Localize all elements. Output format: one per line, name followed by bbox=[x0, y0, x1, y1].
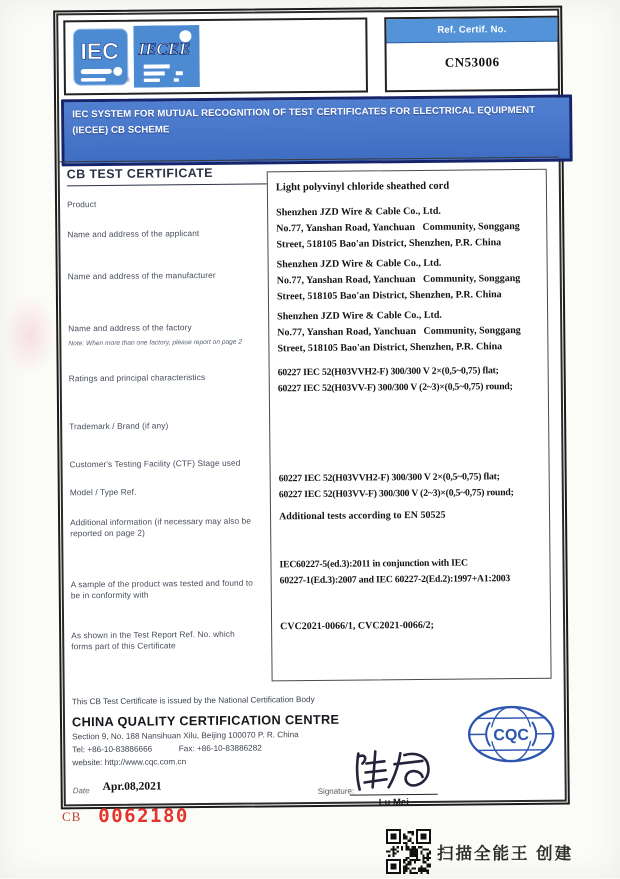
ncb-contact bbox=[72, 743, 262, 754]
field-label-manufacturer: Name and address of the manufacturer bbox=[67, 269, 216, 282]
field-label-product: Product bbox=[66, 199, 97, 210]
iecee-logo-icon bbox=[133, 25, 200, 88]
certificate-title: CB TEST CERTIFICATE bbox=[67, 165, 307, 186]
field-value-test-report: CVC2021-0066/1, CVC2021-0066/2; bbox=[280, 619, 435, 633]
cb-test-certificate-sheet bbox=[53, 6, 570, 810]
field-label-trademark: Trademark / Brand (if any) bbox=[69, 420, 169, 432]
ref-certif-box bbox=[384, 16, 560, 93]
iec-logo-text: IEC bbox=[80, 37, 119, 65]
issued-statement: This CB Test Certificate is issued by the National Certification Body bbox=[71, 694, 315, 707]
field-value-product: Light polyvinyl chloride sheathed cord bbox=[275, 180, 450, 194]
field-note-factory: Note: When more than one factory, please report on page 2 bbox=[68, 338, 243, 348]
signature-label: Signature: bbox=[317, 786, 355, 796]
field-label-ratings: Ratings and principal characteristics bbox=[68, 372, 206, 384]
iecee-logo-text: IECEE bbox=[138, 39, 191, 59]
field-value-additional-info: Additional tests according to EN 50525 bbox=[278, 509, 446, 523]
cqc-logo-icon bbox=[463, 703, 560, 766]
cb-serial-prefix: CB bbox=[62, 809, 82, 824]
ncb-address: Section 9, No. 188 Nansihuan Xilu, Beijing 100070 P. R. China bbox=[72, 730, 299, 742]
field-value-conformity: IEC60227-5(ed.3):2011 in conjunction with IEC 60227-1(Ed.3):2007 and IEC 60227-2(Ed.2):1997+A1:2003 bbox=[279, 557, 511, 586]
field-label-ctf: Customer's Testing Facility (CTF) Stage used bbox=[69, 457, 241, 470]
field-label-factory: Name and address of the factory bbox=[68, 322, 192, 334]
iec-logo-icon bbox=[72, 28, 129, 87]
field-value-manufacturer: Shenzhen JZD Wire & Cable Co., Ltd. No.77, Yanshan Road, Yanchuan Community, Songgang Street, 518105 Bao'an District, Shenzhen, P.R. China bbox=[276, 257, 521, 302]
scheme-banner: IEC SYSTEM FOR MUTUAL RECOGNITION OF TEST CERTIFICATES FOR ELECTRICAL EQUIPMENT (IECEE) CB SCHEME bbox=[61, 94, 573, 166]
scanner-app-caption: 扫描全能王 创建 bbox=[437, 845, 574, 863]
date-value: Apr.08,2021 bbox=[102, 780, 162, 794]
field-value-factory: Shenzhen JZD Wire & Cable Co., Ltd. No.77, Yanshan Road, Yanchuan Community, Songgang Street, 518105 Bao'an District, Shenzhen, P.R. China bbox=[277, 309, 521, 354]
field-value-ratings: 60227 IEC 52(H03VVH2-F) 300/300 V 2×(0,5~0,75) flat; 60227 IEC 52(H03VV-F) 300/300 V (2~3)×(0,5~0,75) round; bbox=[277, 365, 513, 394]
date-label: Date bbox=[72, 786, 90, 796]
signatory-name: Lu Mei bbox=[378, 797, 409, 809]
field-value-applicant: Shenzhen JZD Wire & Cable Co., Ltd. No.77, Yanshan Road, Yanchuan Community, Songgang Street, 518105 Bao'an District, Shenzhen, P.R. China bbox=[276, 205, 520, 250]
ncb-tel: Tel: +86-10-83886666 bbox=[72, 744, 153, 755]
cb-serial-number: 0062180 bbox=[98, 805, 189, 827]
ncb-fax: Fax: +86-10-83886282 bbox=[178, 743, 262, 754]
certificate-inner-border bbox=[56, 9, 567, 807]
qr-code-icon bbox=[386, 829, 431, 874]
scan-smudge bbox=[4, 295, 56, 375]
ncb-website: website: http://www.cqc.com.cn bbox=[72, 757, 187, 768]
registered-mark: ® bbox=[125, 77, 131, 84]
field-value-model: 60227 IEC 52(H03VVH2-F) 300/300 V 2×(0,5~0,75) flat; 60227 IEC 52(H03VV-F) 300/300 V (2~3)×(0,5~0,75) round; bbox=[278, 471, 514, 500]
logo-box bbox=[63, 17, 368, 95]
field-label-applicant: Name and address of the applicant bbox=[67, 228, 200, 240]
field-label-test-report: As shown in the Test Report Ref. No. which forms part of this Certificate bbox=[71, 628, 235, 652]
ref-certif-number: CN53006 bbox=[444, 54, 500, 70]
cqc-logo-text: CQC bbox=[493, 726, 530, 745]
ref-certif-title: Ref. Certif. No. bbox=[386, 18, 557, 44]
cb-serial-stamp bbox=[62, 805, 189, 827]
field-label-model: Model / Type Ref. bbox=[69, 486, 137, 498]
field-label-additional-info: Additional information (if necessary may also be reported on page 2) bbox=[70, 515, 252, 539]
signature-line bbox=[350, 794, 438, 796]
value-box bbox=[267, 169, 552, 682]
signature-ink-icon bbox=[348, 747, 448, 794]
field-label-conformity: A sample of the product was tested and found to be in conformity with bbox=[70, 577, 254, 601]
ncb-name: CHINA QUALITY CERTIFICATION CENTRE bbox=[71, 711, 340, 730]
